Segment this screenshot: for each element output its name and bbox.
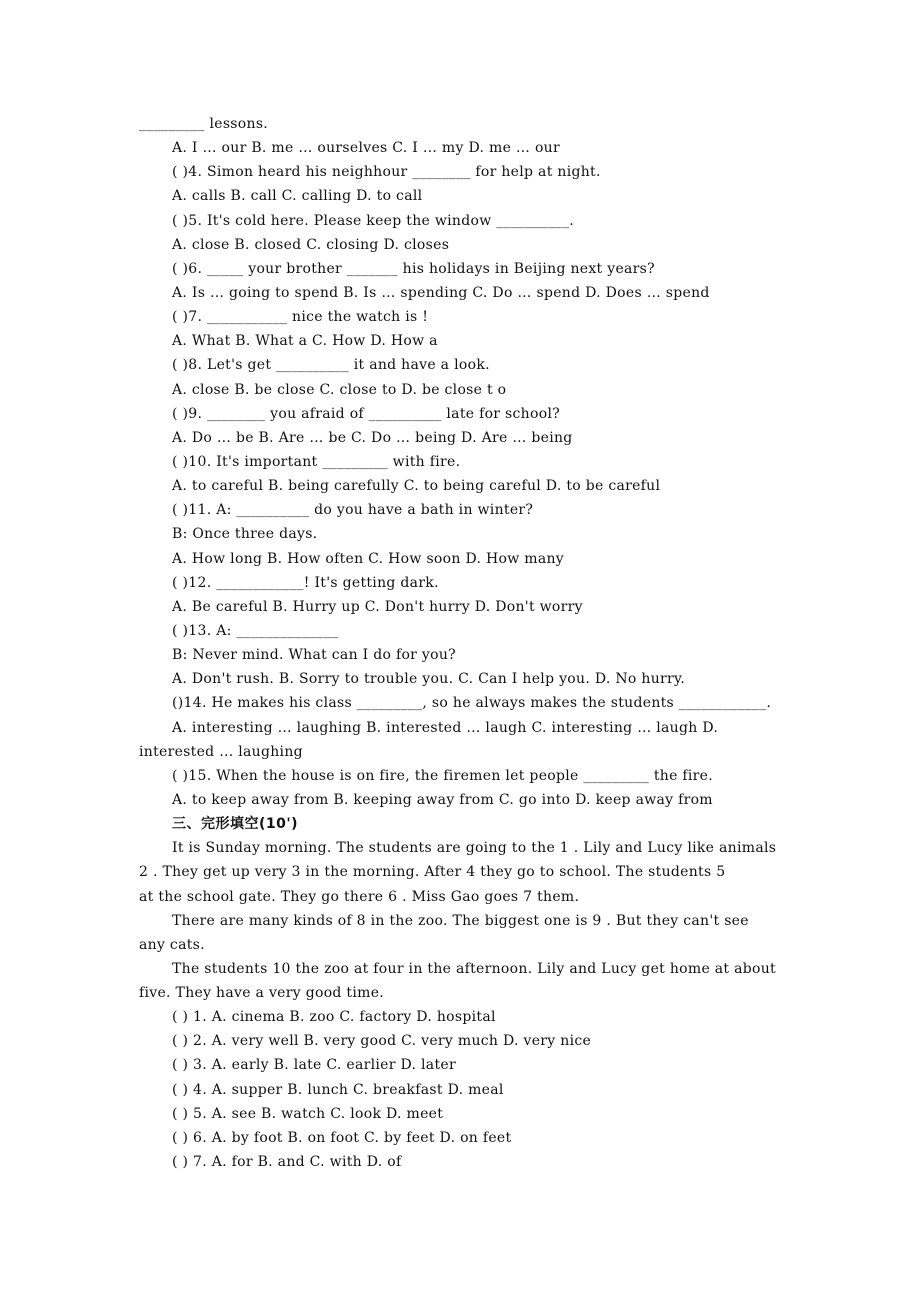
- question-15-stem: ( )15. When the house is on fire, the firemen let people _________ the fire.: [172, 767, 713, 784]
- question-5-stem: ( )5. It's cold here. Please keep the window __________.: [172, 212, 575, 229]
- question-9-options: A. Do … be B. Are … be C. Do … being D. Are … being: [172, 429, 573, 446]
- cloze-passage-line: at the school gate. They go there 6 . Miss Gao goes 7 them.: [139, 888, 580, 905]
- question-8-options: A. close B. be close C. close to D. be close t o: [172, 381, 507, 398]
- question-4-options: A. calls B. call C. calling D. to call: [172, 188, 423, 205]
- question-14-stem: ()14. He makes his class _________, so he always makes the students ____________.: [172, 695, 772, 712]
- question-13-reply: B: Never mind. What can I do for you?: [172, 647, 456, 664]
- cloze-passage-line: The students 10 the zoo at four in the afternoon. Lily and Lucy get home at about: [172, 960, 776, 977]
- question-5-options: A. close B. closed C. closing D. closes: [172, 236, 450, 253]
- cloze-passage-line: any cats.: [139, 936, 205, 953]
- question-6-stem: ( )6. _____ your brother _______ his holidays in Beijing next years?: [172, 260, 655, 277]
- question-15-options: A. to keep away from B. keeping away from C. go into D. keep away from: [172, 791, 713, 808]
- question-10-stem: ( )10. It's important _________ with fire.: [172, 453, 461, 470]
- question-14-options-continuation: interested … laughing: [139, 743, 303, 760]
- document-page: [0, 112, 920, 1174]
- question-9-stem: ( )9. ________ you afraid of __________ late for school?: [172, 405, 561, 422]
- question-7-options: A. What B. What a C. How D. How a: [172, 333, 438, 350]
- cloze-question-3: ( ) 3. A. early B. late C. earlier D. later: [172, 1057, 456, 1074]
- question-3-blank-continuation: _________ lessons.: [139, 116, 269, 132]
- cloze-passage-line: five. They have a very good time.: [139, 985, 385, 1002]
- cloze-question-5: ( ) 5. A. see B. watch C. look D. meet: [172, 1105, 444, 1122]
- cloze-passage-line: 2 . They get up very 3 in the morning. After 4 they go to school. The students 5: [139, 864, 726, 881]
- question-11-reply: B: Once three days.: [172, 526, 318, 543]
- question-12-options: A. Be careful B. Hurry up C. Don't hurry D. Don't worry: [172, 598, 583, 615]
- cloze-passage-line: There are many kinds of 8 in the zoo. The biggest one is 9 . But they can't see: [172, 912, 749, 929]
- cloze-question-1: ( ) 1. A. cinema B. zoo C. factory D. hospital: [172, 1009, 496, 1026]
- section-heading-cloze: 三、完形填空(10'): [172, 816, 299, 833]
- question-12-stem: ( )12. ____________! It's getting dark.: [172, 574, 439, 591]
- question-8-stem: ( )8. Let's get __________ it and have a look.: [172, 357, 490, 374]
- cloze-question-2: ( ) 2. A. very well B. very good C. very much D. very nice: [172, 1033, 592, 1050]
- question-13-stem: ( )13. A: ______________: [172, 622, 339, 639]
- question-10-options: A. to careful B. being carefully C. to being careful D. to be careful: [172, 478, 661, 495]
- question-14-options: A. interesting … laughing B. interested … laugh C. interesting … laugh D.: [172, 719, 719, 736]
- question-7-stem: ( )7. ___________ nice the watch is !: [172, 309, 429, 326]
- cloze-question-7: ( ) 7. A. for B. and C. with D. of: [172, 1154, 402, 1171]
- question-11-stem: ( )11. A: __________ do you have a bath in winter?: [172, 502, 534, 519]
- question-13-options: A. Don't rush. B. Sorry to trouble you. C. Can I help you. D. No hurry.: [172, 671, 686, 688]
- cloze-question-6: ( ) 6. A. by foot B. on foot C. by feet D. on feet: [172, 1129, 512, 1146]
- cloze-question-4: ( ) 4. A. supper B. lunch C. breakfast D. meal: [172, 1081, 504, 1098]
- question-11-options: A. How long B. How often C. How soon D. How many: [172, 550, 565, 567]
- question-6-options: A. Is … going to spend B. Is … spending C. Do … spend D. Does … spend: [172, 284, 710, 301]
- question-4-stem: ( )4. Simon heard his neighhour ________ for help at night.: [172, 164, 601, 181]
- question-3-options: A. I … our B. me … ourselves C. I … my D. me … our: [172, 140, 560, 157]
- cloze-passage-line: It is Sunday morning. The students are going to the 1 . Lily and Lucy like animals: [172, 840, 777, 857]
